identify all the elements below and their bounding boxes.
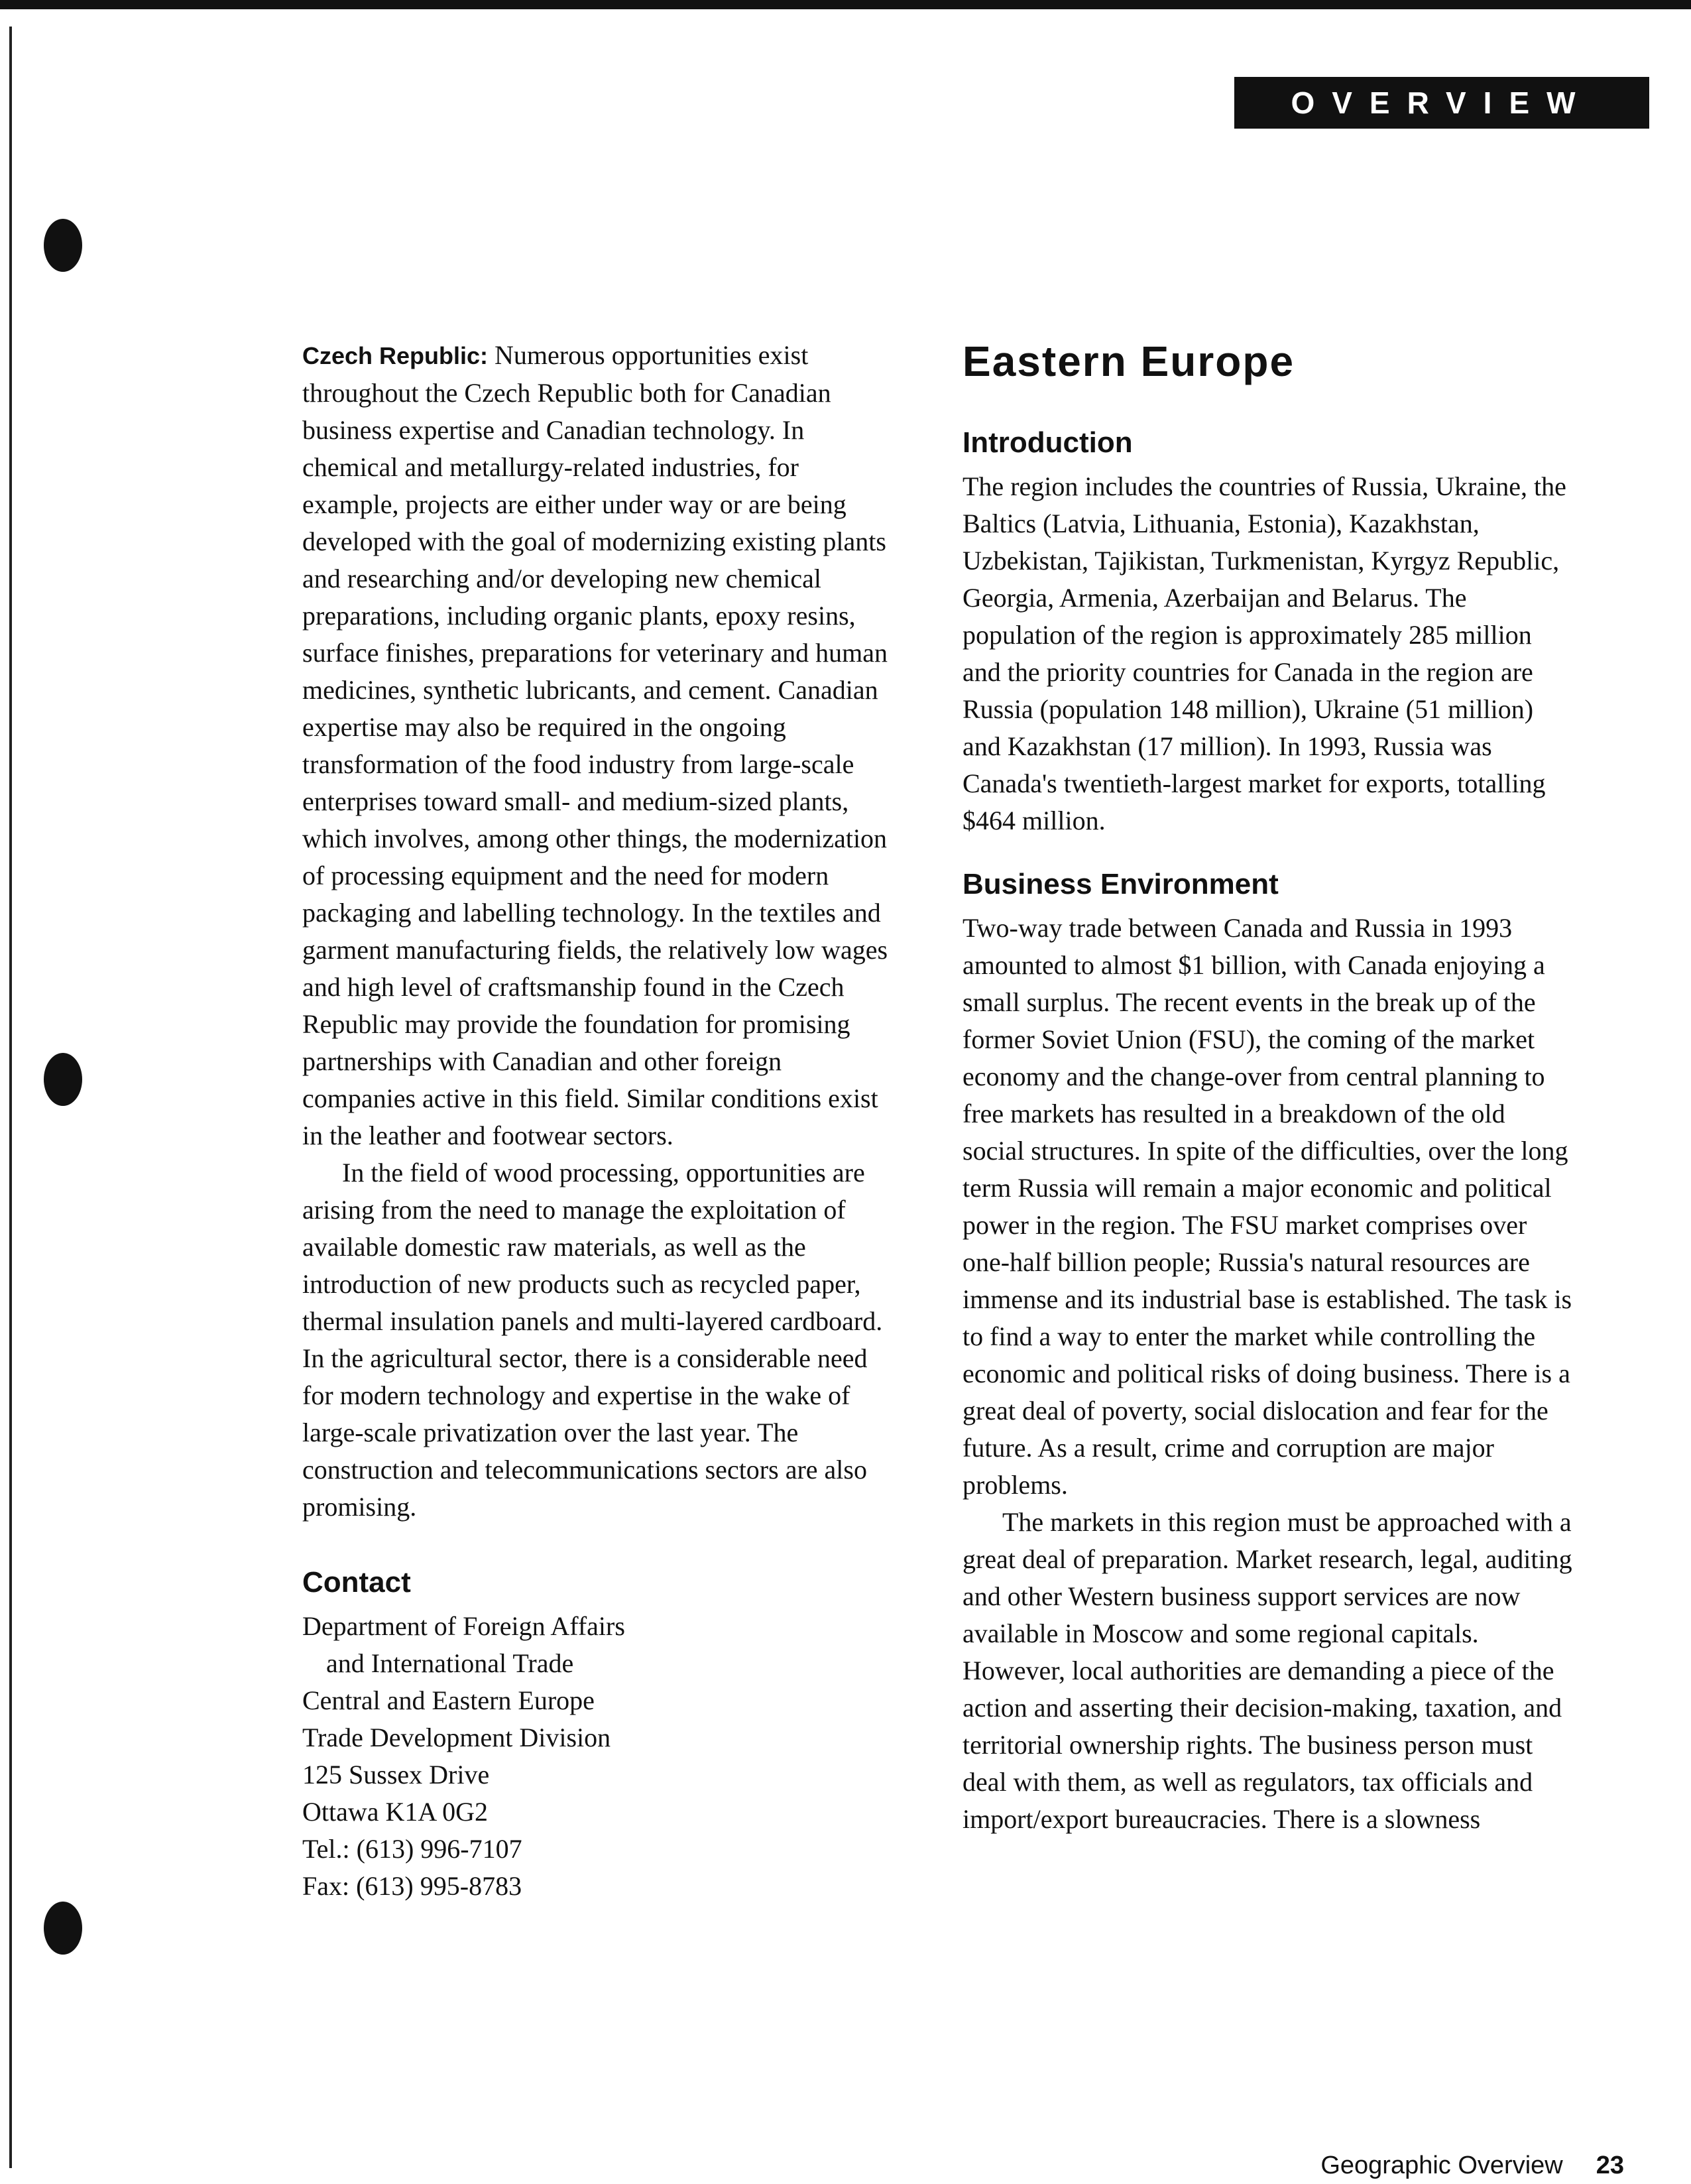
czech-republic-text: Numerous opportunities exist throughout the Czech Republic both for Canadian business expertise and Canadian technology. In chemical and metallurgy-related industries, for example, projects are either under way or are being developed with the goal of modernizing existing plants and researching and/or developing new chemical preparations, including organic plants, epoxy resins, surface finishes, preparations for veterinary and human medicines, synthetic lubricants, and cement. Canadian expertise may also be required in the ongoing transformation of the food industry from large-scale enterprises toward small- and medium-sized plants, which involves, among other things, the modernization of processing equipment and the need for modern packaging and labelling technology. In the textiles and garment manufacturing fields, the relatively low wages and high level of craftsmanship found in the Czech Republic may provide the foundation for promising partnerships with Canadian and other foreign companies active in this field. Similar conditions exist in the leather and footwear sectors. bbox=[302, 340, 888, 1150]
business-environment-paragraph-2: The markets in this region must be approached with a great deal of preparation. Market research, legal, auditing and other Western business support services are now available in Moscow and some regional capitals. However, local authorities are demanding a piece of the action and asserting their decision-making, taxation, and territorial ownership rights. The business person must deal with them, as well as regulators, tax officials and import/export bureaucracies. There is a slowness bbox=[962, 1507, 1572, 1834]
contact-line: 125 Sussex Drive bbox=[302, 1760, 490, 1790]
contact-address bbox=[302, 1608, 899, 1905]
contact-line: and International Trade bbox=[326, 1648, 574, 1678]
contact-heading: Contact bbox=[302, 1566, 411, 1599]
contact-line: Department of Foreign Affairs bbox=[302, 1611, 625, 1641]
contact-line: Trade Development Division bbox=[302, 1723, 611, 1752]
czech-republic-lead: Czech Republic: bbox=[302, 342, 489, 369]
page-number: 23 bbox=[1596, 2152, 1624, 2179]
wood-processing-paragraph: In the field of wood processing, opportunities are arising from the need to manage the exploitation of available domestic raw materials, as well as the introduction of new products such as recycled paper, thermal insulation panels and multi-layered cardboard. In the agricultural sector, there is a considerable need for modern technology and expertise in the wake of large-scale privatization over the last year. The construction and telecommunications sectors are also promising. bbox=[302, 1158, 883, 1522]
punch-hole-bottom bbox=[44, 1902, 82, 1955]
contact-line: Ottawa K1A 0G2 bbox=[302, 1797, 488, 1827]
business-environment-heading: Business Environment bbox=[962, 868, 1279, 900]
page-top-edge bbox=[0, 0, 1691, 9]
business-environment-paragraph-1: Two-way trade between Canada and Russia in 1993 amounted to almost $1 billion, with Canada enjoying a small surplus. The recent events in the break up of the former Soviet Union (FSU), the coming of the market economy and the change-over from central planning to free markets has resulted in a breakdown of the old social structures. In spite of the difficulties, over the long term Russia will remain a major economic and political power in the region. The FSU market comprises over one-half billion people; Russia's natural resources are immense and its industrial base is established. The task is to find a way to enter the market while controlling the economic and political risks of doing business. There is a great deal of poverty, social dislocation and fear for the future. As a result, crime and corruption are major problems. bbox=[962, 913, 1572, 1500]
page-left-edge bbox=[9, 27, 12, 2168]
czech-republic-paragraph bbox=[302, 337, 899, 1154]
footer-section-name: Geographic Overview bbox=[1320, 2152, 1563, 2179]
page-footer bbox=[1299, 2151, 1624, 2180]
punch-hole-middle bbox=[44, 1053, 82, 1106]
page-title: Eastern Europe bbox=[962, 337, 1295, 385]
left-column bbox=[302, 337, 899, 1905]
contact-fax: Fax: (613) 995-8783 bbox=[302, 1871, 522, 1901]
punch-hole-top bbox=[44, 219, 82, 272]
contact-line: Central and Eastern Europe bbox=[302, 1685, 595, 1715]
introduction-heading: Introduction bbox=[962, 426, 1133, 459]
right-column bbox=[962, 332, 1572, 1838]
introduction-paragraph: The region includes the countries of Russia, Ukraine, the Baltics (Latvia, Lithuania, Estonia), Kazakhstan, Uzbekistan, Tajikistan, Turkmenistan, Kyrgyz Republic, Georgia, Armenia, Azerbaijan and Belarus. The population of the region is approximately 285 million and the priority countries for Canada in the region are Russia (population 148 million), Ukraine (51 million) and Kazakhstan (17 million). In 1993, Russia was Canada's twentieth-largest market for exports, totalling $464 million. bbox=[962, 471, 1566, 835]
section-header-bar: OVERVIEW bbox=[1234, 77, 1649, 129]
contact-phone: Tel.: (613) 996-7107 bbox=[302, 1834, 522, 1864]
